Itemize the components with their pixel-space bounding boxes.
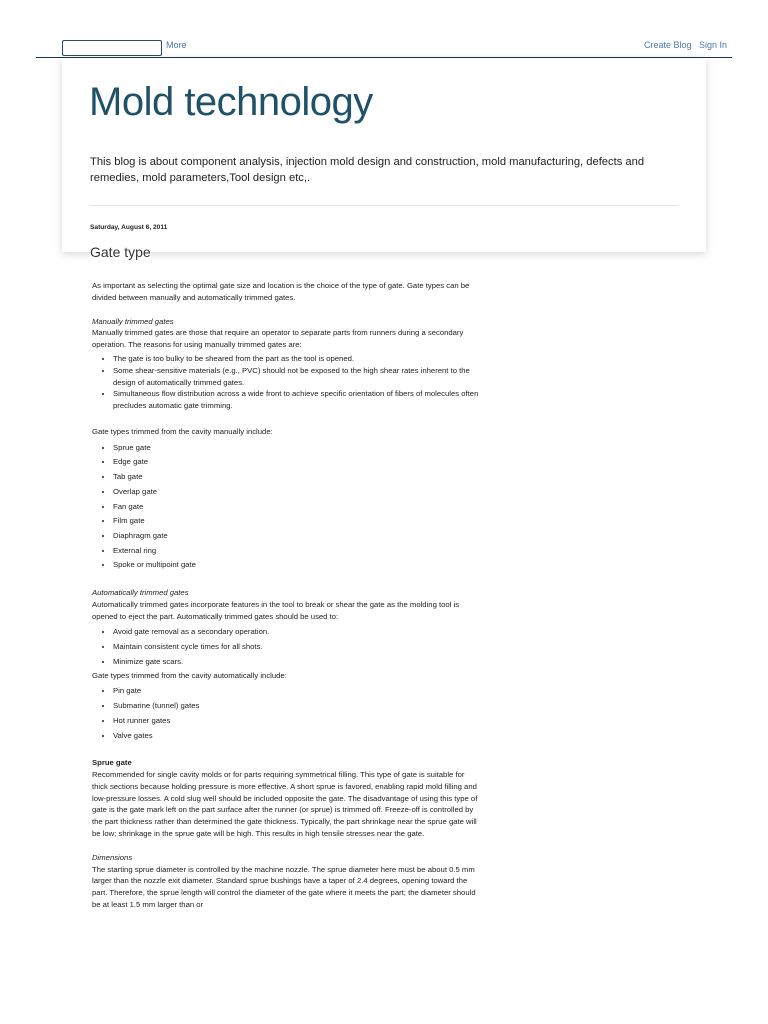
list-item: • Simultaneous flow distribution across a wide front to achieve specific orientation of fibers of molecules often precludes automatic gate trimming.	[113, 388, 482, 412]
list-item: • Minimize gate scars.	[113, 655, 482, 670]
create-blog-link[interactable]: Create Blog	[644, 40, 692, 50]
post-body	[92, 280, 482, 911]
list-item: • Diaphragm gate	[113, 529, 482, 544]
list-item: • Maintain consistent cycle times for all shots.	[113, 640, 482, 655]
blog-header	[62, 58, 706, 260]
blog-title[interactable]: Mold technology	[89, 80, 373, 124]
blog-description: This blog is about component analysis, injection mold design and construction, mold manufacturing, defects and remedies, mold parameters,Tool design etc,.	[90, 156, 645, 184]
list-item: • Pin gate	[113, 684, 482, 699]
list-item: • Hot runner gates	[113, 714, 482, 729]
blogger-navbar	[0, 0, 768, 58]
list-item: • Spoke or multipoint gate	[113, 558, 482, 573]
sign-in-link[interactable]: Sign In	[699, 40, 728, 50]
list-item: • External ring	[113, 544, 482, 559]
list-item: • Sprue gate	[113, 441, 482, 456]
auto-types-intro: Gate types trimmed from the cavity automatically include:	[92, 670, 287, 680]
auto-text: Automatically trimmed gates incorporate features in the tool to break or shear the gate as the molding tool is opened to eject the part. Automatically trimmed gates should be used to:	[92, 599, 460, 621]
manual-reasons-list	[92, 353, 482, 412]
list-item: • Submarine (tunnel) gates	[113, 699, 482, 714]
more-link[interactable]: More	[166, 40, 187, 50]
manual-heading	[92, 316, 482, 328]
list-item: • Film gate	[113, 514, 482, 529]
auto-types-list	[92, 684, 482, 743]
sprue-heading: Sprue gate	[92, 758, 132, 768]
dimensions-text: The starting sprue diameter is controlled by the machine nozzle. The sprue diameter here must be about 0.5 mm larger than the nozzle exit diameter. Standard sprue bushings have a taper of 2.4 degrees, opening toward the part. Therefore, the sprue length will control the diameter of the gate where it meets the part; the diameter should be at least 1.5 mm larger than or	[92, 864, 476, 909]
auto-heading	[92, 587, 482, 599]
list-item: • Overlap gate	[113, 485, 482, 500]
header-divider	[90, 205, 678, 206]
list-item: • Fan gate	[113, 500, 482, 515]
list-item: • Edge gate	[113, 455, 482, 470]
list-item: • Tab gate	[113, 470, 482, 485]
list-item: • Valve gates	[113, 729, 482, 744]
dimensions-heading-text: Dimensions	[92, 852, 133, 862]
list-item: • Some shear-sensitive materials (e.g., PVC) should not be exposed to the high shear rates inherent to the design of automatically trimmed gates.	[113, 365, 482, 389]
dimensions-heading	[92, 852, 482, 864]
post-title[interactable]: Gate type	[90, 244, 151, 260]
sprue-text: Recommended for single cavity molds or for parts requiring symmetrical filling. This type of gate is suitable for thick sections because holding pressure is more effective. A short sprue is favored, enabling rapid mold filling and low-pressure losses. A cold slug well should be included opposite the gate. The disadvantage of using this type of gate is the gate mark left on the part surface after the runner (or sprue) is trimmed off. Freeze-off is controlled by the part thickness rather than determined the gate thickness. Typically, the part shrinkage near the sprue gate will be low; shrinkage in the sprue gate will be high. This results in high tensile stresses near the gate.	[92, 770, 478, 838]
post-intro: As important as selecting the optimal gate size and location is the choice of the type of gate. Gate types can be divided between manually and automatically trimmed gates.	[92, 281, 470, 302]
manual-text: Manually trimmed gates are those that require an operator to separate parts from runners during a secondary operation. The reasons for using manually trimmed gates are:	[92, 328, 464, 350]
auto-heading-text: Automatically trimmed gates	[92, 588, 189, 598]
manual-types-list	[92, 441, 482, 573]
list-item: • The gate is too bulky to be sheared from the part as the tool is opened.	[113, 353, 482, 365]
list-item: • Avoid gate removal as a secondary operation.	[113, 625, 482, 640]
manual-heading-text: Manually trimmed gates	[92, 316, 174, 326]
search-input[interactable]	[62, 40, 162, 56]
auto-uses-list	[92, 625, 482, 669]
manual-types-intro: Gate types trimmed from the cavity manually include:	[92, 426, 273, 436]
post-date: Saturday, August 6, 2011	[90, 224, 168, 231]
